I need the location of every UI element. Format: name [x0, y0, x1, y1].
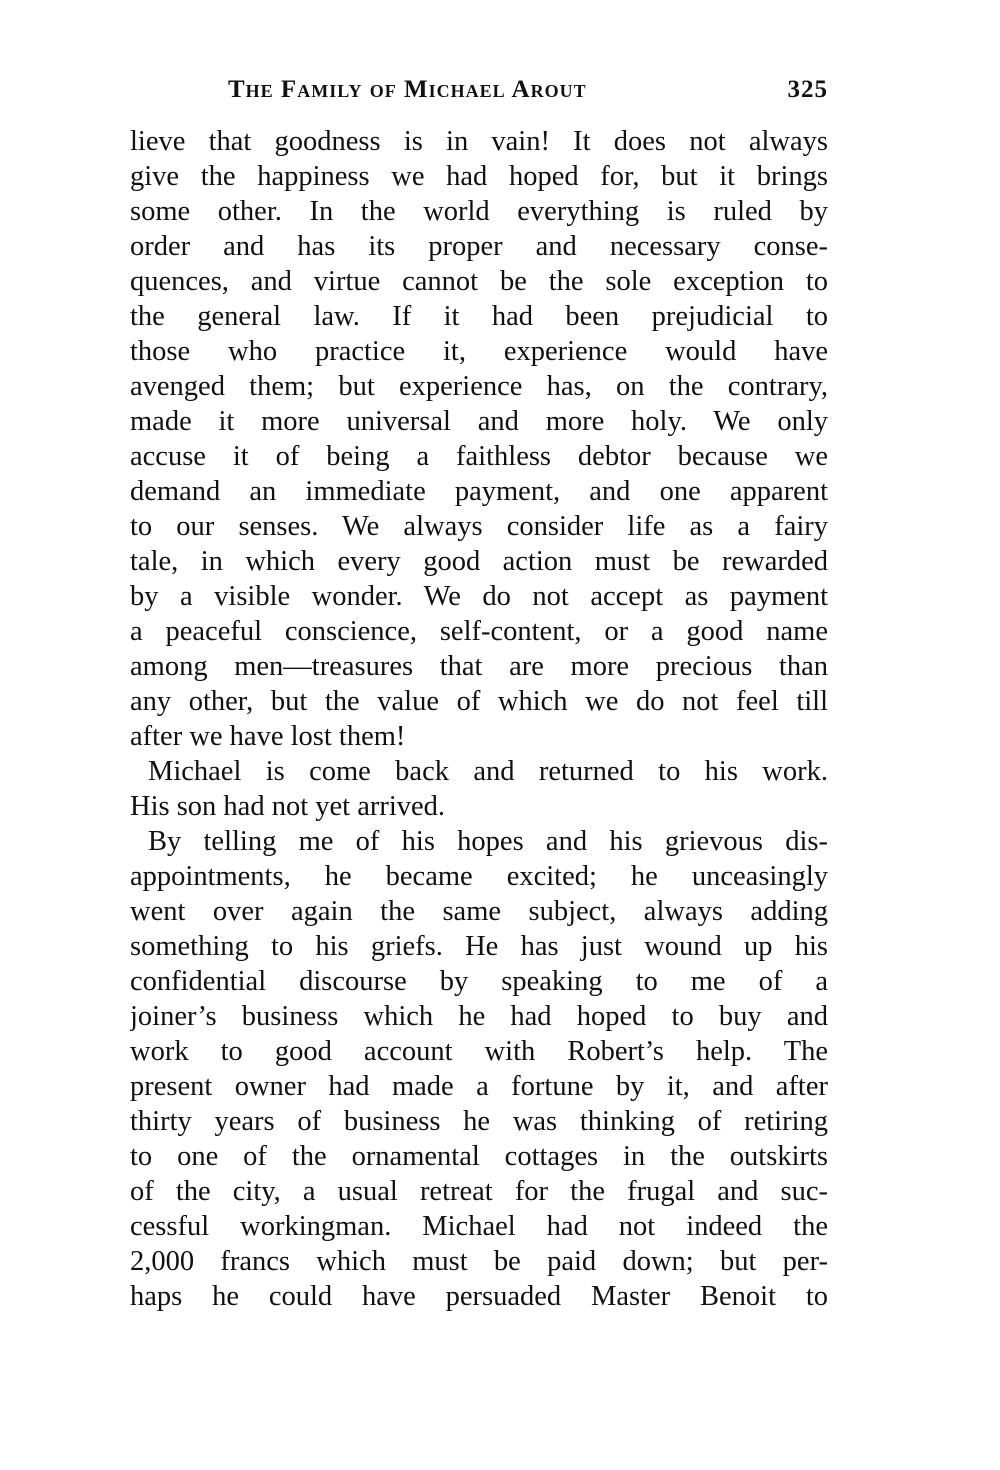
text-line: some other. In the world everything is ruled by: [130, 196, 828, 227]
text-line: cessful workingman. Michael had not indeed the: [130, 1211, 828, 1242]
body-text: [130, 124, 828, 1314]
text-line: 2,000 francs which must be paid down; but per-: [130, 1246, 828, 1277]
text-line: joiner’s business which he had hoped to buy and: [130, 1001, 828, 1032]
text-line: avenged them; but experience has, on the contrary,: [130, 371, 828, 402]
text-line: of the city, a usual retreat for the frugal and suc-: [130, 1176, 828, 1207]
text-line: tale, in which every good action must be rewarded: [130, 546, 828, 577]
text-line: demand an immediate payment, and one apparent: [130, 476, 828, 507]
text-line: the general law. If it had been prejudicial to: [130, 301, 828, 332]
text-line: to one of the ornamental cottages in the outskirts: [130, 1141, 828, 1172]
text-line: accuse it of being a faithless debtor because we: [130, 441, 828, 472]
text-line: haps he could have persuaded Master Benoit to: [130, 1281, 828, 1312]
text-line: made it more universal and more holy. We only: [130, 406, 828, 437]
text-line: present owner had made a fortune by it, and after: [130, 1071, 828, 1102]
text-line: By telling me of his hopes and his grievous dis-: [148, 826, 828, 857]
text-line: give the happiness we had hoped for, but it brings: [130, 161, 828, 192]
text-line: order and has its proper and necessary conse-: [130, 231, 828, 262]
text-line: quences, and virtue cannot be the sole exception to: [130, 266, 828, 297]
text-line: by a visible wonder. We do not accept as payment: [130, 581, 828, 612]
text-line: went over again the same subject, always adding: [130, 896, 828, 927]
text-line: confidential discourse by speaking to me of a: [130, 966, 828, 997]
text-line: among men—treasures that are more precious than: [130, 651, 828, 682]
text-line: thirty years of business he was thinking of retiring: [130, 1106, 828, 1137]
text-line: those who practice it, experience would have: [130, 336, 828, 367]
running-title: The Family of Michael Arout: [228, 76, 587, 103]
text-line: appointments, he became excited; he unceasingly: [130, 861, 828, 892]
text-line: to our senses. We always consider life as a fairy: [130, 511, 828, 542]
text-line: any other, but the value of which we do not feel till: [130, 686, 828, 717]
text-line: His son had not yet arrived.: [130, 791, 446, 822]
text-line: Michael is come back and returned to his work.: [148, 756, 828, 787]
paragraph: [130, 754, 828, 824]
text-line: something to his griefs. He has just wound up his: [130, 931, 828, 962]
text-line: lieve that goodness is in vain! It does not always: [130, 126, 828, 157]
text-line: a peaceful conscience, self-content, or a good name: [130, 616, 828, 647]
text-line: work to good account with Robert’s help. The: [130, 1036, 828, 1067]
page-number: 325: [787, 76, 828, 103]
text-line: after we have lost them!: [130, 721, 406, 752]
paragraph: [130, 124, 828, 754]
page-header: [130, 76, 828, 112]
paragraph: [130, 824, 828, 1314]
